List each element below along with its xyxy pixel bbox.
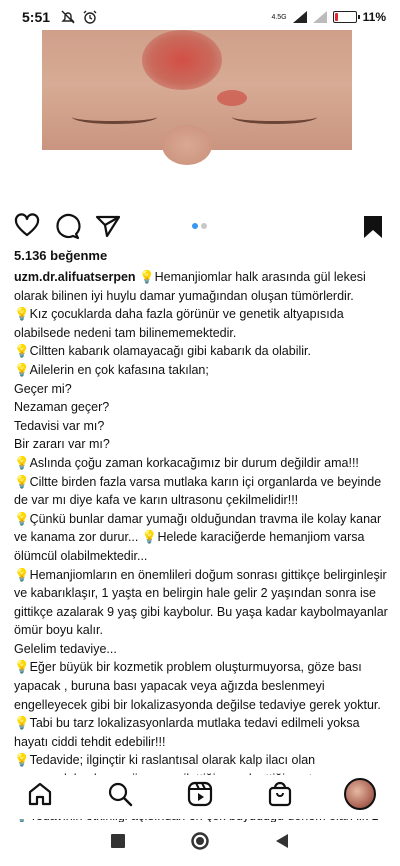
caption-line (14, 473, 392, 510)
caption-line: Bir zararı var mı? (14, 437, 110, 452)
recent-apps-icon[interactable] (111, 834, 125, 848)
profile-avatar[interactable] (344, 778, 376, 810)
post-actions (0, 212, 400, 242)
lightbulb-icon: 💡 (14, 307, 30, 322)
caption-text: Ailelerin en çok kafasına takılan; (29, 362, 209, 377)
hemangioma-mark-eyelid (217, 90, 247, 106)
closed-eye-left (72, 110, 157, 124)
lightbulb-icon: 💡 (14, 716, 30, 731)
caption-line (14, 268, 392, 305)
post-photo[interactable] (42, 30, 352, 150)
back-icon[interactable] (275, 834, 289, 848)
status-icons (60, 9, 98, 25)
battery-percent: 11% (362, 10, 386, 24)
caption-line (14, 510, 392, 566)
caption-text: Ciltten kabarık olamayacağı gibi kabarık da olabilir. (29, 344, 311, 359)
caption-line (14, 305, 392, 342)
caption-line (14, 361, 392, 380)
search-icon[interactable] (107, 781, 133, 807)
caption-line (14, 714, 392, 751)
caption-line: Gelelim tedaviye... (14, 641, 117, 656)
caption-text: Eğer büyük bir kozmetik problem oluşturmuyorsa, göze bası yapacak , buruna bası yapacak veya ağızda beslenmeyi engelleyecek gibi bir lokalizasyonda değilse tedaviye gerek yoktur. (14, 660, 381, 712)
network-label: 4.5G (271, 13, 287, 21)
caption-text: Tedavide; ilginçtir ki raslantısal olarak kalp ilacı olan (29, 753, 316, 768)
lightbulb-icon: 💡 (14, 567, 30, 582)
caption-text: Ciltte birden fazla varsa mutlaka karın içi organlarda ve beyinde de var mı diye kafa ve karın ultrasonu çekilmelidir!!! (14, 474, 382, 508)
battery-icon (333, 11, 357, 23)
comment-icon[interactable] (54, 214, 80, 240)
carousel-indicator (192, 223, 207, 229)
lightbulb-icon: 💡 (14, 344, 30, 359)
mute-notifications-icon (60, 9, 76, 25)
lightbulb-icon: 💡 (14, 474, 30, 489)
lightbulb-icon: 💡 (14, 753, 30, 768)
lightbulb-icon: 💡 (141, 530, 158, 545)
lightbulb-icon: 💡 (139, 270, 155, 284)
username[interactable]: uzm.dr.alifuatserpen (14, 270, 136, 284)
post-caption (14, 268, 392, 772)
status-bar (0, 0, 400, 34)
caption-text: Hemanjiomların en önemlileri doğum sonrası gittikçe belirginleşir ve kabarıklaşır, 1 yaşta en belirgin hale gelir 2 yaşından sonra ise gittikçe azalarak 9 yaş gibi kaybolur. Bu yaşa kadar kaybolmayanlar ömür boyu kalır. (14, 567, 388, 638)
lightbulb-icon: 💡 (14, 362, 30, 377)
lightbulb-icon: 💡 (14, 455, 30, 470)
caption-line: Tedavisi var mı? (14, 418, 105, 433)
likes-count[interactable]: 5.136 beğenme (14, 248, 108, 263)
signal-icon (293, 11, 307, 23)
caption-line (14, 566, 392, 640)
closed-eye-right (232, 110, 317, 124)
share-icon[interactable] (95, 214, 121, 238)
lightbulb-icon: 💡 (14, 511, 30, 526)
reels-icon[interactable] (187, 781, 213, 807)
carousel-dot (201, 223, 207, 229)
home-button-icon[interactable] (191, 832, 209, 850)
alarm-icon (82, 9, 98, 25)
status-right (271, 10, 386, 24)
caption-text: Hemanjiomlar halk arasında gül lekesi olarak bilinen iyi huylu damar yumağından oluşan tümörlerdir. (14, 270, 366, 303)
carousel-dot-active (192, 223, 198, 229)
lightbulb-icon: 💡 (14, 660, 30, 675)
bookmark-icon[interactable] (362, 214, 384, 240)
shop-icon[interactable] (267, 781, 293, 807)
hemangioma-mark (142, 30, 222, 90)
caption-text: Tabi bu tarz lokalizasyonlarda mutlaka tedavi edilmeli yoksa hayatı ciddi tehdit edebilir!!! (14, 716, 360, 749)
caption-text: Helede karaciğerde hemanjiom varsa ölümcül olabilmektedir... (14, 530, 365, 563)
caption-text: Kız çocuklarda daha fazla görünür ve genetik altyapısıda olabilsede nedeni tam bilinememektedir. (14, 307, 344, 340)
caption-line (14, 658, 392, 714)
home-icon[interactable] (27, 781, 53, 807)
system-navigation (0, 822, 400, 866)
battery-fill (335, 13, 338, 21)
caption-line (14, 454, 392, 473)
nose (162, 125, 212, 165)
wifi-icon (313, 11, 327, 23)
heart-icon[interactable] (14, 214, 40, 238)
caption-line (14, 342, 392, 361)
caption-line: Nezaman geçer? (14, 400, 110, 415)
caption-text: Aslında çoğu zaman korkacağımız bir durum değildir ama!!! (29, 455, 359, 470)
caption-text: Çünkü bunlar damar yumağı olduğundan travma ile kolay kanar ve kanama zor durur... (14, 511, 382, 545)
caption-line: Geçer mi? (14, 381, 72, 396)
status-time: 5:51 (22, 9, 51, 25)
bottom-navigation (0, 775, 400, 819)
